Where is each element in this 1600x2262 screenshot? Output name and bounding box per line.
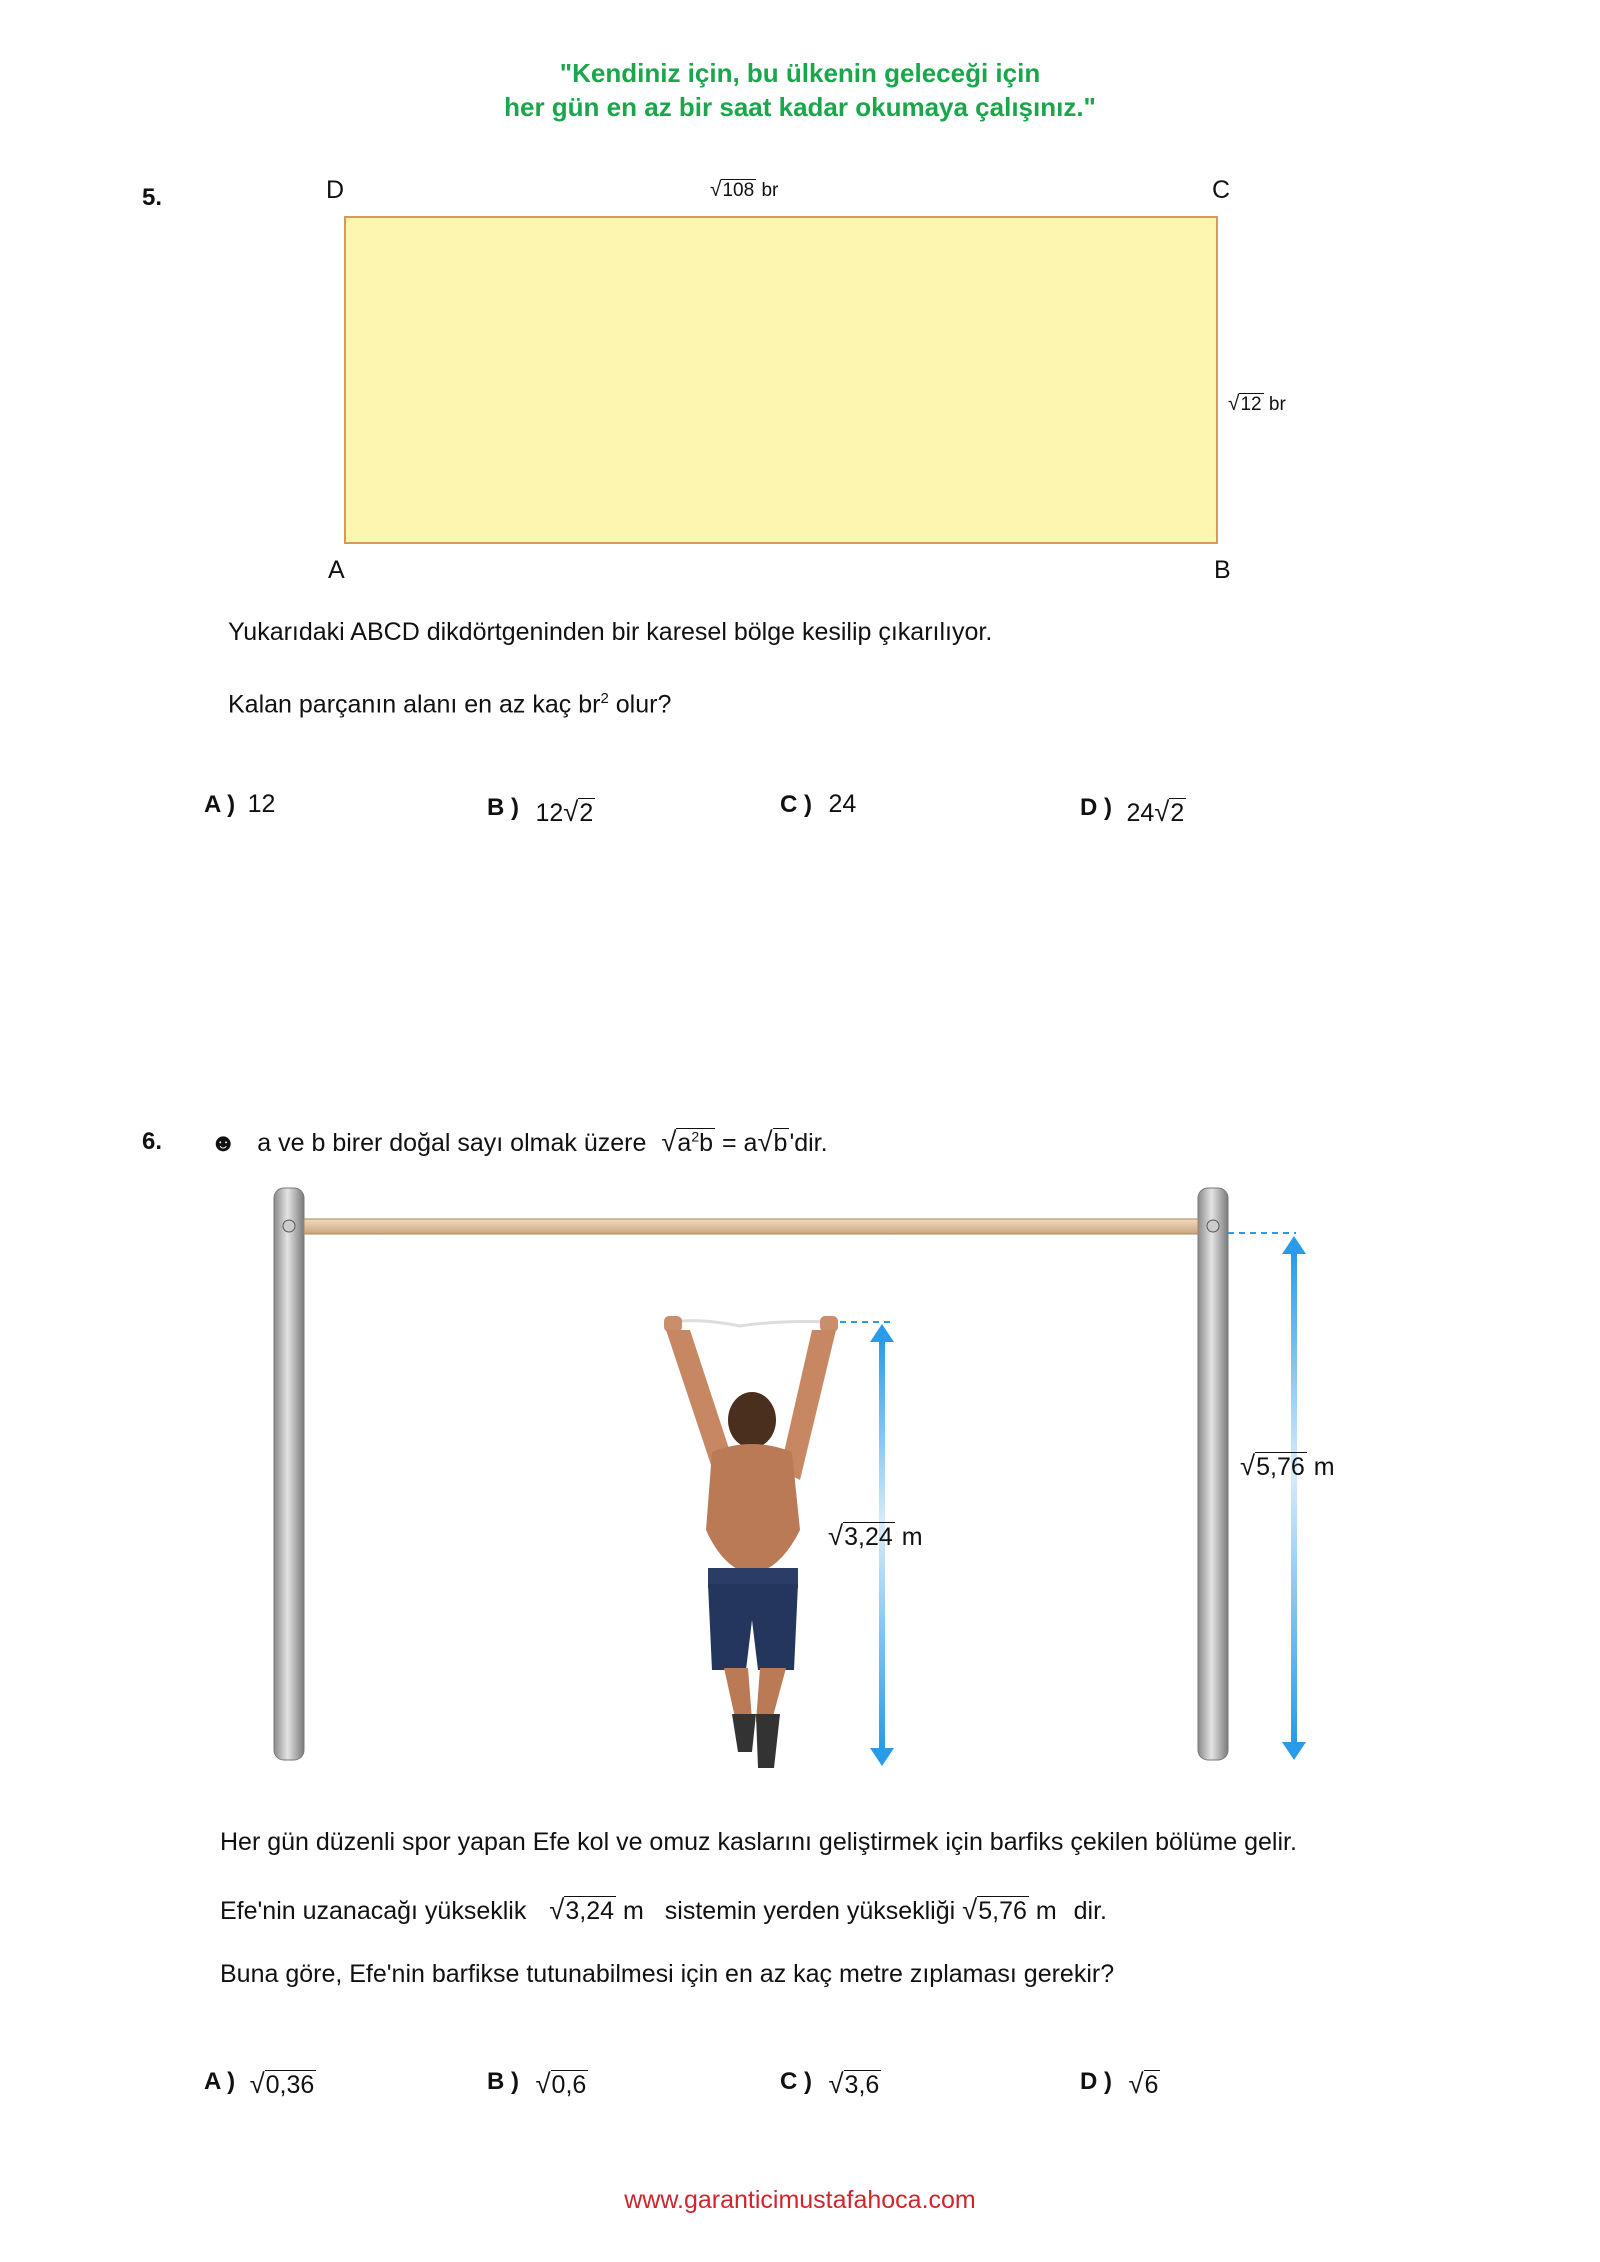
q6-option-c[interactable]: C ) √3,6 [780,2068,880,2099]
q6-option-b[interactable]: B ) √0,6 [487,2068,587,2099]
vertex-c-label: C [1212,176,1231,204]
question-6-text-3: Buna göre, Efe'nin barfikse tutunabilmesi için en az kaç metre zıplaması gerekir? [220,1960,1115,1988]
q5-option-c[interactable]: C ) 24 [780,790,857,818]
left-bolt-icon [283,1220,295,1232]
left-pole [274,1188,304,1760]
question-5-text-1: Yukarıdaki ABCD dikdörtgeninden bir karesel bölge kesilip çıkarılıyor. [228,618,993,646]
q6-option-d[interactable]: D ) √6 [1080,2068,1159,2099]
right-pole [1198,1188,1228,1760]
q5-option-a[interactable]: A ) 12 [204,790,276,818]
question-5-number: 5. [142,184,163,211]
right-bolt-icon [1207,1220,1219,1232]
q6-option-a[interactable]: A ) √0,36 [204,2068,315,2099]
question-6-text-2: Efe'nin uzanacağı yükseklik √3,24 m sistemin yerden yüksekliği √5,76 m dir. [220,1894,1108,1925]
vertex-a-label: A [328,556,345,584]
smiley-bullet-icon: ☻ [210,1129,237,1157]
bar-height-arrow-down-icon [1282,1742,1306,1760]
motto-line-1: "Kendiniz için, bu ülkenin geleceği için [559,58,1041,88]
bar-height-label: √5,76 m [1240,1450,1335,1481]
reach-height-arrow-up-icon [870,1324,894,1342]
top-side-length: √108 br [710,178,779,201]
bar-height-arrow-shaft [1291,1252,1297,1742]
question-6-number: 6. [142,1128,163,1155]
horizontal-bar [304,1219,1198,1234]
q5-option-d[interactable]: D ) 24√2 [1080,794,1185,827]
question-6-rule: ☻ a ve b birer doğal sayı olmak üzere $√a^2b = a√b'dir$. [210,1126,828,1157]
motto-line-2: her gün en az bir saat kadar okumaya çalışınız." [504,92,1096,122]
footer-website-link[interactable]: www.garanticimustafahoca.com [624,2186,976,2214]
vertex-d-label: D [326,176,345,204]
question-6-text-1: Her gün düzenli spor yapan Efe kol ve omuz kaslarını geliştirmek için barfiks çekilen bölüme gelir. [220,1828,1297,1856]
q5-option-b[interactable]: B ) 12√2 [487,794,594,827]
question-5-text-2: Kalan parçanın alanı en az kaç $br^2$ olur? [228,690,672,719]
bar-height-arrow-up-icon [1282,1236,1306,1254]
athlete-figure [664,1316,838,1768]
reach-height-arrow-down-icon [870,1748,894,1766]
right-side-length: √12 br [1228,392,1286,415]
reach-height-label: √3,24 m [828,1520,923,1551]
vertex-b-label: B [1214,556,1231,584]
